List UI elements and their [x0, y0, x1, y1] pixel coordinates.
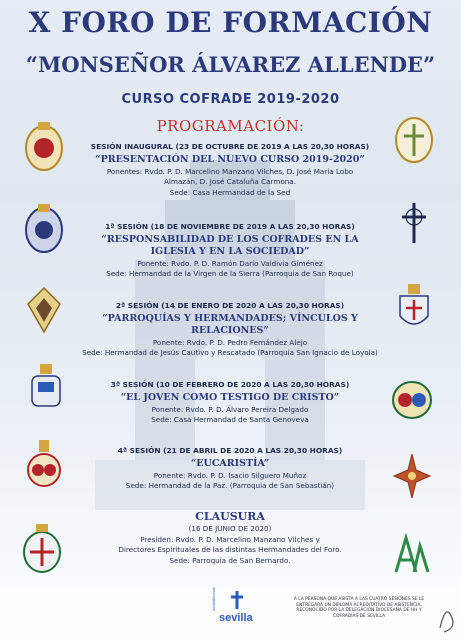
session-title: “PRESENTACIÓN DEL NUEVO CURSO 2019-2020” [95, 153, 365, 165]
session-line: Ponente: Rvdo. P. D. Ramón Darío Valdivia Giménez [137, 258, 323, 268]
session-title: CLAUSURA [195, 510, 265, 523]
session-heading: 2ª SESIÓN (14 DE ENERO DE 2020 A LAS 20,30 HORAS) [115, 301, 345, 310]
session-line: Sede: Hermandad de Jesús Cautivo y Rescatado (Parroquia San Ignacio de Loyola) [82, 348, 378, 357]
course-label: CURSO COFRADE 2019-2020 [121, 92, 340, 107]
title-line-1: X FORO DE FORMACIÓN [28, 6, 433, 39]
session-line: (16 DE JUNIO DE 2020) [188, 524, 272, 533]
crest-icon [392, 280, 436, 336]
cross-icon [390, 448, 434, 504]
session-clausura [80, 510, 380, 566]
session-line: Directores Espirituales de las distintas Hermandades del Foro. [118, 545, 342, 554]
session-title: “RESPONSABILIDAD DE LOS COFRADES EN LA IGLESIA Y EN LA SOCIEDAD” [101, 233, 359, 257]
session-heading: 1ª SESIÓN (18 DE NOVIEMBRE DE 2019 A LAS 20,30 HORAS) [105, 222, 355, 231]
logo-text: sevilla [219, 612, 253, 624]
programacion-label: PROGRAMACIÓN: [156, 117, 305, 135]
session-heading: 4ª SESIÓN (21 DE ABRIL DE 2020 A LAS 20,30 HORAS) [117, 446, 343, 455]
session-line: Almazán, D. José Cataluña Carmona. [163, 177, 297, 186]
session-line: Ponente: Rvdo. P. D. Álvaro Pereira Delgado [151, 404, 309, 414]
session-line: Ponentes: Rvdo. P. D. Marcelino Manzano Vilches, D. José María Lobo [106, 166, 354, 176]
crest-icon [390, 368, 434, 424]
session-line: Sede: Hermandad de la Paz. (Parroquia de San Sebastián) [125, 481, 335, 490]
session-2 [80, 301, 380, 359]
session-line: Ponente: Rvdo. P. D. Pedro Fernández Alejo [152, 337, 308, 347]
session-line: Sede: Hermandad de la Virgen de la Sierra (Parroquia de San Roque) [106, 269, 354, 278]
session-line: Sede: Casa Hermandad de la Sed [169, 187, 291, 197]
session-heading: SESIÓN INAUGURAL (23 DE OCTUBRE DE 2019 A LAS 20,30 HORAS) [90, 142, 370, 151]
monogram-icon [390, 528, 434, 584]
session-3 [80, 380, 380, 426]
signature-icon [436, 598, 458, 638]
diploma-note: A LA PERSONA QUE ASISTA A LAS CUATRO SESIONES SE LE ENTREGARÁ UN DIPLOMA ACREDITATIVO DE ASISTENCIA, RECONOCIDO POR LA DELEGACIÓN DIOCESANA DE HH Y COFRADÍAS DE SEVILLA [293, 597, 425, 619]
session-line: Sede: Casa Hermandad de Santa Genoveva [151, 415, 309, 424]
crest-icon [22, 436, 66, 492]
session-title: “EUCARISTÍA” [190, 457, 270, 469]
session-1 [80, 222, 380, 280]
session-line: Ponente: Rvdo. P. D. Isacio Silguero Muñoz [153, 470, 307, 480]
cross-icon [392, 195, 436, 251]
crest-icon [392, 110, 436, 166]
crest-icon [22, 200, 66, 256]
crest-icon [22, 118, 66, 174]
session-inaugural [80, 142, 380, 198]
session-line: Presiden: Rvdo. P. D. Marcelino Manzano Vilches y [140, 534, 320, 544]
session-title: “EL JOVEN COMO TESTIGO DE CRISTO” [120, 391, 340, 403]
crest-icon [20, 520, 64, 576]
archdiocese-logo-icon [211, 587, 255, 627]
session-heading: 3ª SESIÓN (10 DE FEBRERO DE 2020 A LAS 20,30 HORAS) [110, 380, 350, 389]
session-line: Sede: Parroquia de San Bernardo. [169, 555, 291, 565]
crest-icon [24, 358, 68, 414]
title-line-2: “MONSEÑOR ÁLVAREZ ALLENDE” [25, 52, 436, 77]
session-4 [80, 446, 380, 492]
logo-subtext: Archidiócesis [211, 587, 216, 611]
crest-icon [22, 282, 66, 338]
session-title: “PARROQUÍAS Y HERMANDADES; VÍNCULOS Y RELACIONES” [102, 312, 358, 336]
